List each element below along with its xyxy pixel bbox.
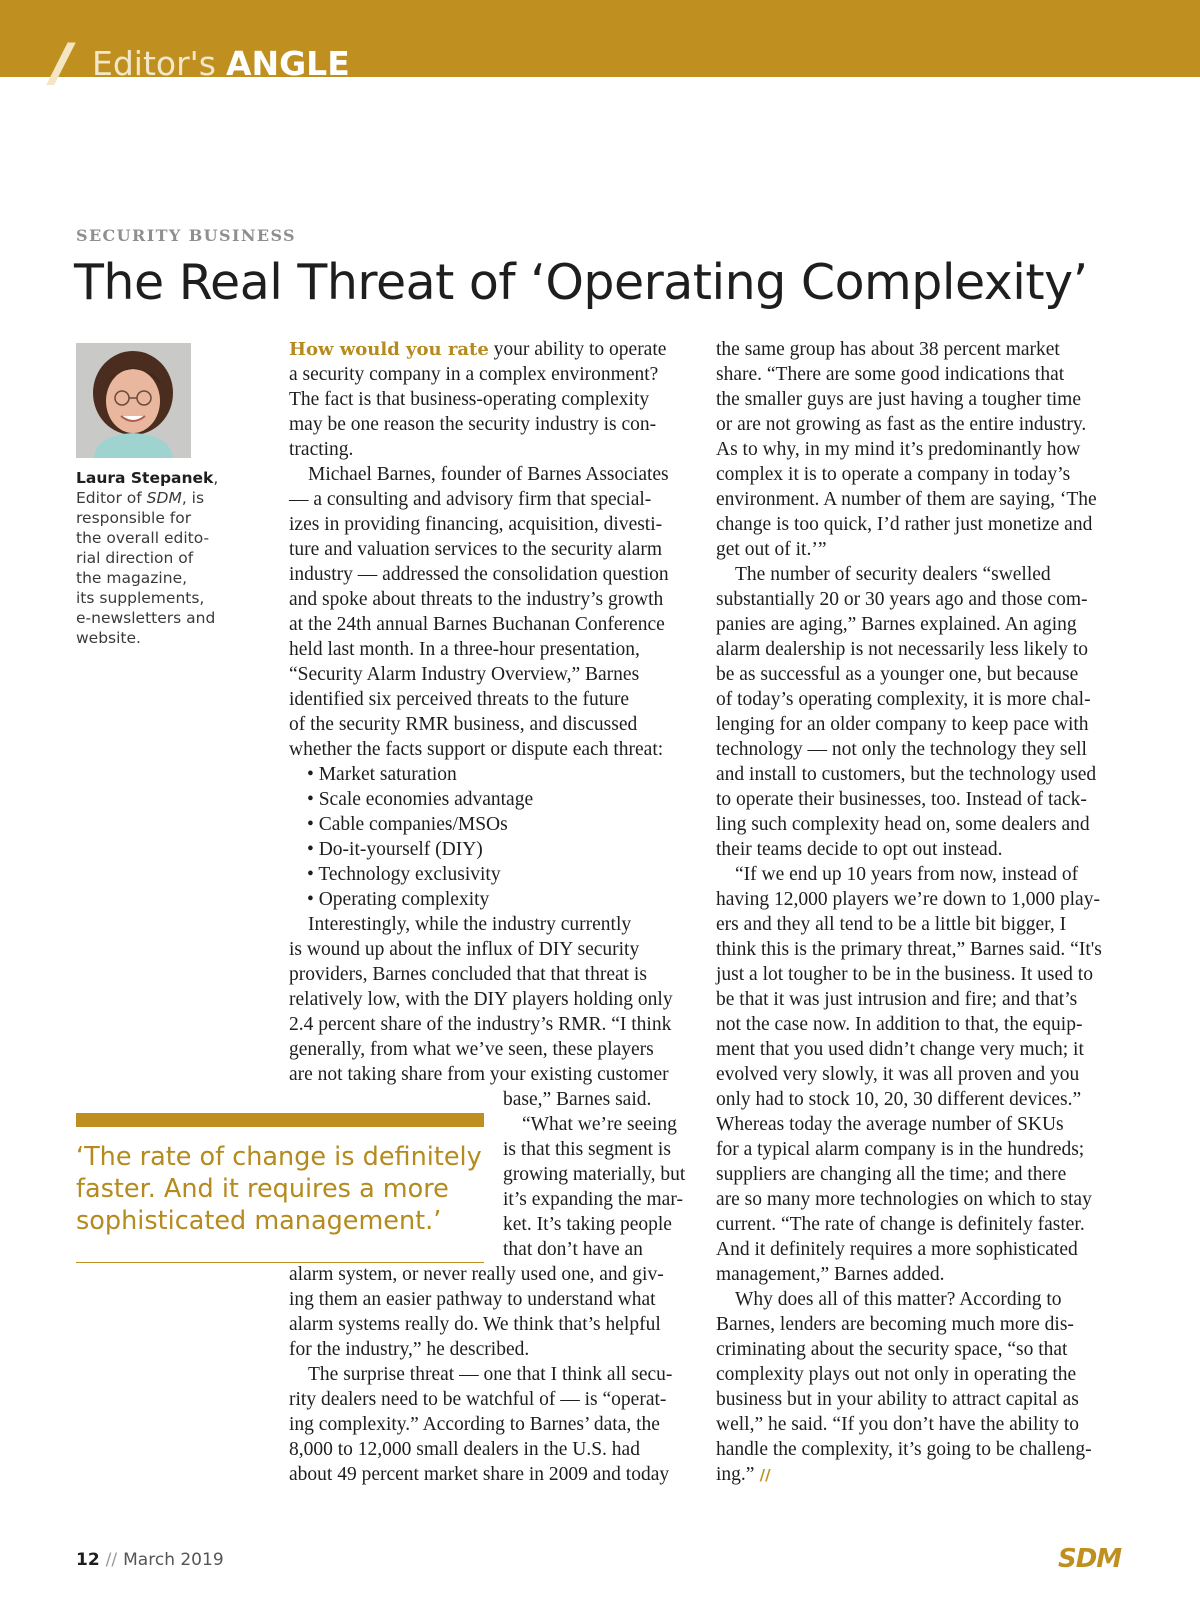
body-line: business but in your ability to attract capital as: [716, 1389, 1079, 1410]
body-line: “If we end up 10 years from now, instead of: [735, 864, 1079, 885]
page-footer: [76, 1550, 224, 1570]
body-line: for a typical alarm company is in the hundreds;: [716, 1139, 1085, 1160]
body-line: or are not growing as fast as the entire industry.: [716, 414, 1087, 435]
body-line: growing materially, but: [503, 1164, 686, 1185]
threat-list-item: • Do-it-yourself (DIY): [307, 839, 483, 860]
body-line: held last month. In a three-hour presentation,: [289, 639, 640, 660]
banner-title: [92, 44, 350, 84]
body-line: Interestingly, while the industry currently: [308, 914, 632, 935]
author-photo: [76, 343, 191, 458]
body-line: current. “The rate of change is definitely faster.: [716, 1214, 1085, 1235]
threat-list-item: • Cable companies/MSOs: [307, 814, 508, 835]
body-line: And it definitely requires a more sophisticated: [716, 1239, 1078, 1260]
body-line: the smaller guys are just having a tougher time: [716, 389, 1081, 410]
body-line: well,” he said. “If you don’t have the ability to: [716, 1414, 1079, 1435]
author-name: Laura Stepanek: [76, 469, 214, 487]
page-title: The Real Threat of ‘Operating Complexity’: [74, 254, 1088, 311]
body-line-text: your ability to operate: [488, 339, 667, 360]
body-line: about 49 percent market share in 2009 and today: [289, 1464, 670, 1485]
author-bio-line: Editor of SDM, is: [76, 489, 205, 507]
body-line: “What we’re seeing: [522, 1114, 677, 1135]
body-line: ket. It’s taking people: [503, 1214, 672, 1235]
author-bio-line: the overall edito-: [76, 529, 210, 547]
banner-slashes: //: [50, 33, 58, 93]
body-line: providers, Barnes concluded that that threat is: [289, 964, 647, 985]
author-portrait-icon: [76, 343, 191, 458]
body-line: tracting.: [289, 439, 354, 460]
body-line: handle the complexity, it’s going to be challeng-: [716, 1439, 1092, 1460]
pullquote-rule: [76, 1262, 484, 1263]
author-bio-line: rial direction of: [76, 549, 194, 567]
sdm-logo: SDM: [1058, 1544, 1122, 1574]
body-line: not the case now. In addition to that, the equip-: [716, 1014, 1083, 1035]
pullquote-line: sophisticated management.’: [76, 1206, 442, 1236]
body-line: ture and valuation services to the security alarm: [289, 539, 663, 560]
page-number: 12: [76, 1550, 100, 1570]
body-line: may be one reason the security industry is con-: [289, 414, 657, 435]
body-line: Whereas today the average number of SKUs: [716, 1114, 1064, 1135]
body-line: it’s expanding the mar-: [503, 1189, 683, 1210]
body-line: is wound up about the influx of DIY security: [289, 939, 640, 960]
body-line: “Security Alarm Industry Overview,” Barnes: [289, 664, 640, 685]
body-line: suppliers are changing all the time; and there: [716, 1164, 1067, 1185]
body-line: evolved very slowly, it was all proven and you: [716, 1064, 1080, 1085]
author-bio-line: the magazine,: [76, 569, 188, 587]
body-line: and install to customers, but the technology used: [716, 764, 1097, 785]
body-line: get out of it.’”: [716, 539, 827, 560]
body-line: industry — addressed the consolidation question: [289, 564, 669, 585]
body-line: — a consulting and advisory firm that special-: [289, 489, 652, 510]
threat-list-item: • Market saturation: [307, 764, 457, 785]
threat-list-item: • Technology exclusivity: [307, 864, 501, 885]
body-line: is that this segment is: [503, 1139, 671, 1160]
body-line: base,” Barnes said.: [503, 1089, 652, 1110]
pullquote-bar: [76, 1113, 484, 1127]
body-line: having 12,000 players we’re down to 1,000 play-: [716, 889, 1100, 910]
body-line: ing them an easier pathway to understand what: [289, 1289, 656, 1310]
body-line: ment that you used didn’t change very much; it: [716, 1039, 1084, 1060]
body-line: alarm system, or never really used one, and giv-: [289, 1264, 664, 1285]
body-line: whether the facts support or dispute each threat:: [289, 739, 664, 760]
body-line: share. “There are some good indications that: [716, 364, 1065, 385]
author-bio-line: e-newsletters and: [76, 609, 216, 627]
body-line: As to why, in my mind it’s predominantly how: [716, 439, 1081, 460]
banner-title-light: Editor's: [92, 44, 216, 83]
body-line: of the security RMR business, and discussed: [289, 714, 638, 735]
pullquote-line: ‘The rate of change is definitely: [76, 1142, 482, 1172]
section-label: SECURITY BUSINESS: [76, 226, 297, 245]
body-line: panies are aging,” Barnes explained. An aging: [716, 614, 1077, 635]
author-bio-line: website.: [76, 629, 141, 647]
body-line: are so many more technologies on which to stay: [716, 1189, 1092, 1210]
author-bio-line: its supplements,: [76, 589, 205, 607]
body-line: are not taking share from your existing customer: [289, 1064, 669, 1085]
body-line: that don’t have an: [503, 1239, 643, 1260]
body-line: be that it was just intrusion and fire; and that’s: [716, 989, 1078, 1010]
body-line: a security company in a complex environment?: [289, 364, 659, 385]
body-line: think this is the primary threat,” Barnes said. “It's: [716, 939, 1102, 960]
body-line: for the industry,” he described.: [289, 1339, 530, 1360]
body-line: criminating about the security space, “so that: [716, 1339, 1068, 1360]
body-line: Michael Barnes, founder of Barnes Associates: [308, 464, 669, 485]
body-line: ling such complexity head on, some dealers and: [716, 814, 1090, 835]
author-name-line: Laura Stepanek,: [76, 469, 219, 487]
footer-separator: //: [105, 1550, 118, 1570]
lead-in: How would you rate: [289, 339, 489, 360]
body-line: The fact is that business-operating complexity: [289, 389, 650, 410]
threat-list-item: • Operating complexity: [307, 889, 490, 910]
body-line: complexity plays out not only in operating the: [716, 1364, 1077, 1385]
body-line: izes in providing financing, acquisition, divesti-: [289, 514, 663, 535]
body-line: ing complexity.” According to Barnes’ data, the: [289, 1414, 660, 1435]
body-line: environment. A number of them are saying, ‘The: [716, 489, 1097, 510]
issue-date: March 2019: [123, 1550, 224, 1570]
body-line: ers and they all tend to be a little bit bigger, I: [716, 914, 1067, 935]
body-line: lenging for an older company to keep pace with: [716, 714, 1089, 735]
body-line: relatively low, with the DIY players holding only: [289, 989, 673, 1010]
body-line: Barnes, lenders are becoming much more dis-: [716, 1314, 1074, 1335]
body-line: just a lot tougher to be in the business. It used to: [716, 964, 1093, 985]
body-line: at the 24th annual Barnes Buchanan Conference: [289, 614, 665, 635]
body-line: management,” Barnes added.: [716, 1264, 945, 1285]
body-line: technology — not only the technology they sell: [716, 739, 1087, 760]
body-line: of today’s operating complexity, it is more chal-: [716, 689, 1091, 710]
threat-list-item: • Scale economies advantage: [307, 789, 534, 810]
body-line: ing.” //: [716, 1464, 771, 1485]
body-line: to operate their businesses, too. Instead of tack-: [716, 789, 1087, 810]
body-line: the same group has about 38 percent market: [716, 339, 1060, 360]
body-line: be as successful as a younger one, but because: [716, 664, 1079, 685]
body-line: Why does all of this matter? According to: [735, 1289, 1062, 1310]
body-line: [289, 337, 666, 362]
end-mark: //: [754, 1466, 771, 1484]
body-line: generally, from what we’ve seen, these players: [289, 1039, 654, 1060]
body-line: complex it is to operate a company in today’s: [716, 464, 1071, 485]
body-line: rity dealers need to be watchful of — is “operat-: [289, 1389, 667, 1410]
author-bio-line: responsible for: [76, 509, 192, 527]
body-line: alarm systems really do. We think that’s helpful: [289, 1314, 661, 1335]
body-line: The number of security dealers “swelled: [735, 564, 1051, 585]
banner-title-bold: ANGLE: [225, 44, 350, 83]
body-line: their teams decide to opt out instead.: [716, 839, 1003, 860]
body-line: 8,000 to 12,000 small dealers in the U.S. had: [289, 1439, 640, 1460]
body-line: alarm dealership is not necessarily less likely to: [716, 639, 1089, 660]
body-line: The surprise threat — one that I think all secu-: [308, 1364, 673, 1385]
pullquote-line: faster. And it requires a more: [76, 1174, 449, 1204]
body-line: change is too quick, I’d rather just monetize and: [716, 514, 1093, 535]
body-line: only had to stock 10, 20, 30 different devices.”: [716, 1089, 1082, 1110]
body-line: 2.4 percent share of the industry’s RMR. “I think: [289, 1014, 672, 1035]
body-line: identified six perceived threats to the future: [289, 689, 630, 710]
body-line: and spoke about threats to the industry’s growth: [289, 589, 664, 610]
body-line: substantially 20 or 30 years ago and those com-: [716, 589, 1088, 610]
